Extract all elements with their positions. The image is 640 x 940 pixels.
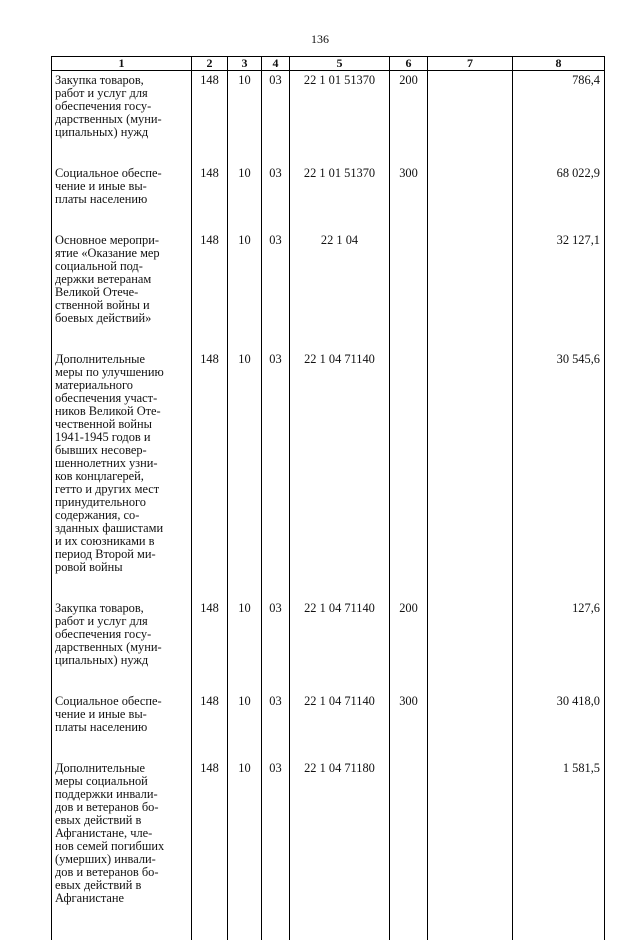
- row-spacer: [52, 206, 605, 231]
- row-code-7: [428, 164, 513, 206]
- row-name-line: чение и иные вы-: [55, 708, 189, 721]
- row-name-line: держки ветеранам: [55, 273, 189, 286]
- row-name-line: период Второй ми-: [55, 548, 189, 561]
- column-header-3: 3: [228, 57, 262, 71]
- row-name-line: чественной войны: [55, 418, 189, 431]
- row-name-line: нов семей погибших: [55, 840, 189, 853]
- spacer-cell: [390, 139, 428, 164]
- row-code-6: [390, 231, 428, 325]
- row-code-5: 22 1 04 71180: [290, 759, 390, 905]
- column-header-7: 7: [428, 57, 513, 71]
- row-code-6: 200: [390, 71, 428, 140]
- row-name-line: дарственных (муни-: [55, 641, 189, 654]
- spacer-cell: [228, 325, 262, 350]
- row-code-7: [428, 759, 513, 905]
- spacer-cell: [228, 667, 262, 692]
- spacer-cell: [428, 734, 513, 759]
- row-code-7: [428, 599, 513, 667]
- row-code-4: 03: [262, 692, 290, 734]
- row-amount: 30 545,6: [513, 350, 605, 574]
- table-row: [52, 599, 605, 667]
- row-amount: 127,6: [513, 599, 605, 667]
- row-name-line: Великой Отече-: [55, 286, 189, 299]
- row-name-line: ков концлагерей,: [55, 470, 189, 483]
- row-name: [52, 599, 192, 667]
- spacer-cell: [428, 139, 513, 164]
- row-code-2: 148: [192, 759, 228, 905]
- row-amount: 32 127,1: [513, 231, 605, 325]
- row-name-line: ников Великой Оте-: [55, 405, 189, 418]
- row-name-line: шеннолетних узни-: [55, 457, 189, 470]
- spacer-cell: [290, 905, 390, 940]
- spacer-cell: [390, 325, 428, 350]
- row-code-6: [390, 759, 428, 905]
- row-code-2: 148: [192, 350, 228, 574]
- spacer-cell: [513, 667, 605, 692]
- row-code-4: 03: [262, 164, 290, 206]
- row-code-5: 22 1 04 71140: [290, 350, 390, 574]
- row-name-line: зданных фашистами: [55, 522, 189, 535]
- table-row: [52, 692, 605, 734]
- spacer-cell: [262, 206, 290, 231]
- row-name-line: обеспечения госу-: [55, 628, 189, 641]
- row-code-7: [428, 692, 513, 734]
- row-code-3: 10: [228, 759, 262, 905]
- row-spacer: [52, 325, 605, 350]
- spacer-cell: [228, 139, 262, 164]
- spacer-cell: [52, 325, 192, 350]
- table-row: [52, 231, 605, 325]
- row-name-line: дов и ветеранов бо-: [55, 801, 189, 814]
- spacer-cell: [192, 667, 228, 692]
- row-name-line: Основное меропри-: [55, 234, 189, 247]
- spacer-cell: [513, 574, 605, 599]
- spacer-cell: [390, 734, 428, 759]
- spacer-cell: [262, 734, 290, 759]
- spacer-cell: [390, 574, 428, 599]
- spacer-cell: [52, 734, 192, 759]
- row-name-line: Дополнительные: [55, 353, 189, 366]
- row-code-2: 148: [192, 71, 228, 140]
- row-name-line: меры социальной: [55, 775, 189, 788]
- row-name-line: (умерших) инвали-: [55, 853, 189, 866]
- table-row: [52, 350, 605, 574]
- row-name-line: евых действий в: [55, 814, 189, 827]
- row-code-5: 22 1 01 51370: [290, 164, 390, 206]
- row-name-line: гетто и других мест: [55, 483, 189, 496]
- spacer-cell: [228, 905, 262, 940]
- row-code-3: 10: [228, 350, 262, 574]
- row-name-line: платы населению: [55, 193, 189, 206]
- row-amount: 30 418,0: [513, 692, 605, 734]
- row-name: [52, 350, 192, 574]
- row-code-3: 10: [228, 164, 262, 206]
- row-name-line: Закупка товаров,: [55, 602, 189, 615]
- spacer-cell: [262, 139, 290, 164]
- row-spacer: [52, 734, 605, 759]
- row-code-3: 10: [228, 231, 262, 325]
- row-code-4: 03: [262, 71, 290, 140]
- row-code-5: 22 1 04: [290, 231, 390, 325]
- row-name-line: Афганистане, чле-: [55, 827, 189, 840]
- row-code-3: 10: [228, 599, 262, 667]
- row-code-4: 03: [262, 350, 290, 574]
- row-amount: 786,4: [513, 71, 605, 140]
- row-name-line: ятие «Оказание мер: [55, 247, 189, 260]
- spacer-cell: [290, 325, 390, 350]
- row-name-line: Социальное обеспе-: [55, 167, 189, 180]
- row-name-line: и их союзниками в: [55, 535, 189, 548]
- spacer-cell: [192, 325, 228, 350]
- row-code-2: 148: [192, 692, 228, 734]
- row-code-3: 10: [228, 692, 262, 734]
- spacer-cell: [390, 206, 428, 231]
- row-name-line: социальной под-: [55, 260, 189, 273]
- spacer-cell: [290, 139, 390, 164]
- row-name: [52, 71, 192, 140]
- spacer-cell: [228, 574, 262, 599]
- row-spacer: [52, 905, 605, 940]
- spacer-cell: [290, 734, 390, 759]
- row-name: [52, 759, 192, 905]
- row-spacer: [52, 139, 605, 164]
- row-name-line: платы населению: [55, 721, 189, 734]
- row-code-2: 148: [192, 231, 228, 325]
- spacer-cell: [390, 905, 428, 940]
- row-code-2: 148: [192, 164, 228, 206]
- row-name-line: принудительного: [55, 496, 189, 509]
- spacer-cell: [192, 734, 228, 759]
- row-code-5: 22 1 04 71140: [290, 599, 390, 667]
- row-code-6: [390, 350, 428, 574]
- row-amount: 1 581,5: [513, 759, 605, 905]
- spacer-cell: [428, 206, 513, 231]
- spacer-cell: [192, 574, 228, 599]
- row-name-line: ровой войны: [55, 561, 189, 574]
- row-spacer: [52, 574, 605, 599]
- budget-table: [51, 56, 605, 940]
- row-name-line: ственной войны и: [55, 299, 189, 312]
- row-code-6: 300: [390, 164, 428, 206]
- row-name-line: бывших несовер-: [55, 444, 189, 457]
- spacer-cell: [52, 206, 192, 231]
- row-amount: 68 022,9: [513, 164, 605, 206]
- row-name-line: 1941-1945 годов и: [55, 431, 189, 444]
- row-name-line: ципальных) нужд: [55, 126, 189, 139]
- column-header-4: 4: [262, 57, 290, 71]
- spacer-cell: [262, 574, 290, 599]
- row-name-line: чение и иные вы-: [55, 180, 189, 193]
- row-code-3: 10: [228, 71, 262, 140]
- spacer-cell: [428, 667, 513, 692]
- spacer-cell: [513, 206, 605, 231]
- header-row: [52, 57, 605, 71]
- row-code-7: [428, 231, 513, 325]
- row-name-line: работ и услуг для: [55, 615, 189, 628]
- row-name-line: материального: [55, 379, 189, 392]
- spacer-cell: [290, 206, 390, 231]
- column-header-6: 6: [390, 57, 428, 71]
- row-code-4: 03: [262, 759, 290, 905]
- row-code-4: 03: [262, 599, 290, 667]
- row-name-line: боевых действий»: [55, 312, 189, 325]
- spacer-cell: [52, 574, 192, 599]
- column-header-8: 8: [513, 57, 605, 71]
- column-header-1: 1: [52, 57, 192, 71]
- spacer-cell: [290, 667, 390, 692]
- row-name-line: Социальное обеспе-: [55, 695, 189, 708]
- spacer-cell: [390, 667, 428, 692]
- row-code-6: 300: [390, 692, 428, 734]
- spacer-cell: [228, 206, 262, 231]
- table-row: [52, 164, 605, 206]
- row-name-line: работ и услуг для: [55, 87, 189, 100]
- row-name: [52, 164, 192, 206]
- row-name-line: дов и ветеранов бо-: [55, 866, 189, 879]
- row-name-line: Афганистане: [55, 892, 189, 905]
- spacer-cell: [228, 734, 262, 759]
- row-name-line: обеспечения участ-: [55, 392, 189, 405]
- row-spacer: [52, 667, 605, 692]
- row-code-7: [428, 71, 513, 140]
- row-code-2: 148: [192, 599, 228, 667]
- table-row: [52, 759, 605, 905]
- spacer-cell: [513, 139, 605, 164]
- spacer-cell: [513, 325, 605, 350]
- spacer-cell: [513, 905, 605, 940]
- row-name-line: содержания, со-: [55, 509, 189, 522]
- spacer-cell: [192, 139, 228, 164]
- row-name-line: Закупка товаров,: [55, 74, 189, 87]
- row-name-line: обеспечения госу-: [55, 100, 189, 113]
- row-name: [52, 231, 192, 325]
- spacer-cell: [428, 905, 513, 940]
- spacer-cell: [262, 905, 290, 940]
- spacer-cell: [262, 325, 290, 350]
- column-header-2: 2: [192, 57, 228, 71]
- page-number: 136: [0, 32, 640, 47]
- spacer-cell: [52, 667, 192, 692]
- row-name-line: дарственных (муни-: [55, 113, 189, 126]
- row-code-7: [428, 350, 513, 574]
- row-name-line: меры по улучшению: [55, 366, 189, 379]
- spacer-cell: [192, 206, 228, 231]
- spacer-cell: [262, 667, 290, 692]
- row-name: [52, 692, 192, 734]
- spacer-cell: [192, 905, 228, 940]
- table-row: [52, 71, 605, 140]
- spacer-cell: [52, 905, 192, 940]
- spacer-cell: [290, 574, 390, 599]
- row-code-4: 03: [262, 231, 290, 325]
- row-name-line: евых действий в: [55, 879, 189, 892]
- spacer-cell: [52, 139, 192, 164]
- column-header-5: 5: [290, 57, 390, 71]
- row-name-line: поддержки инвали-: [55, 788, 189, 801]
- row-code-6: 200: [390, 599, 428, 667]
- row-name-line: ципальных) нужд: [55, 654, 189, 667]
- row-code-5: 22 1 04 71140: [290, 692, 390, 734]
- spacer-cell: [428, 574, 513, 599]
- row-name-line: Дополнительные: [55, 762, 189, 775]
- spacer-cell: [428, 325, 513, 350]
- table-body: [52, 71, 605, 940]
- row-code-5: 22 1 01 51370: [290, 71, 390, 140]
- spacer-cell: [513, 734, 605, 759]
